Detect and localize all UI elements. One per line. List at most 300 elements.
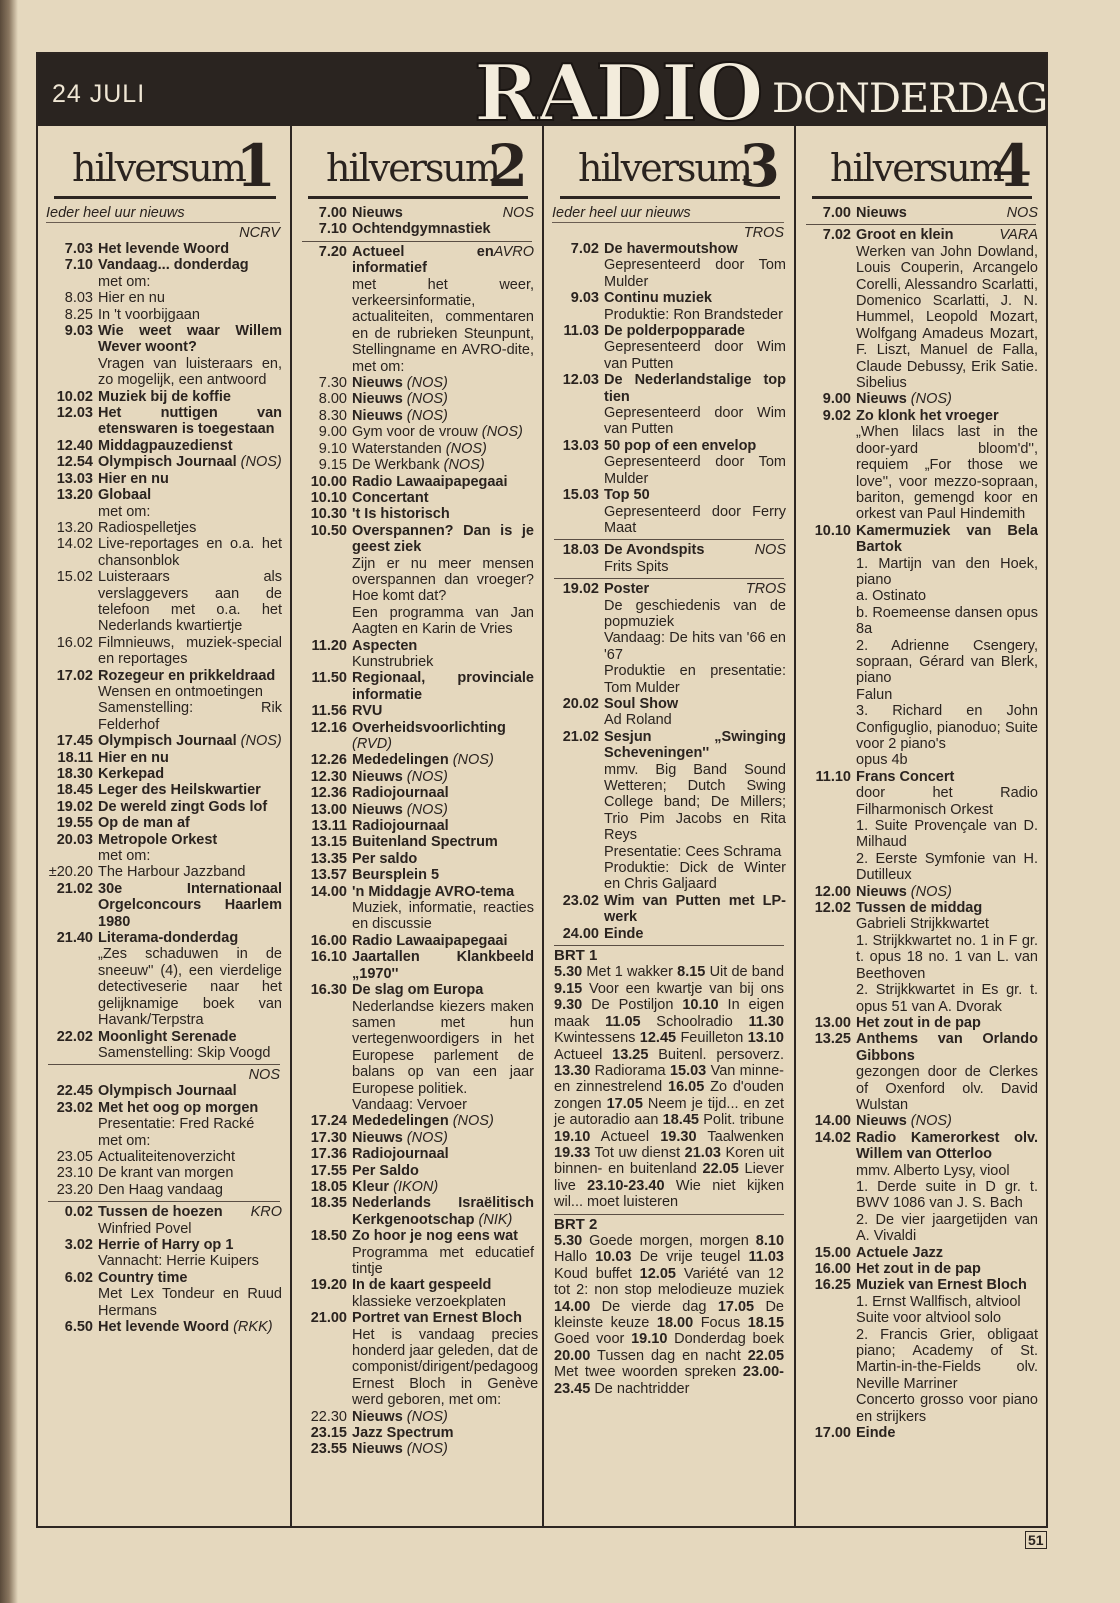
program-entry [298,884,536,933]
program-entry [44,668,284,734]
program-entry [802,1031,1040,1113]
program-title: Uit de band [709,964,785,981]
program-title: Taalwenken [707,1128,784,1145]
program-title: Olympisch Journaal [98,454,237,471]
program-title-line [98,881,282,930]
program-title-line [98,405,282,438]
program-body [856,884,1040,900]
program-title: Het nuttigen van etenswaren is toegestaan [98,405,282,438]
station-column-hilversum-1 [38,126,290,1526]
program-note: (RVD) [352,736,393,752]
program-title-line [856,884,1038,900]
program-title: De slag om Europa [352,982,484,999]
program-time: 19.10 [631,1331,668,1348]
program-description: Werken van John Dowland, Louis Couperin, Arcangelo Corelli, Alessandro Scarlatti, Domenico Scarlatti, J. N. Hummel, Leopold Mozart, Wolfgang Amadeus Mozart, F. Liszt, Manuel de Falla, Claude Debussy, Erik Satie. Sibelius [856,243,1038,392]
program-title: Met 1 wakker [586,964,673,981]
program-entry [802,1245,1040,1261]
program-entry [550,372,788,438]
program-title-line [856,900,1038,916]
belgian-program-list [554,964,784,1210]
program-title-line [352,244,534,277]
program-time: 12.03 [56,405,93,422]
program-entry [550,542,788,575]
program-body [604,487,788,536]
program-body [98,1270,284,1319]
program-title: De Avondspits [604,542,705,559]
program-title: Nieuws [856,205,907,221]
program-title-line [98,323,282,356]
program-time: 13.00 [310,801,347,818]
program-title: 30e Internationaal Orgelconcours Haarlem 1980 [98,880,282,930]
program-title: Live-reportages en o.a. het chansonblok [98,536,282,569]
program-title-line [352,818,534,834]
program-entry [298,441,536,457]
program-entry [44,782,284,798]
program-title: Polit. tribune [703,1112,785,1129]
program-body [352,205,536,221]
program-entry [44,1029,284,1062]
program-body [352,818,536,834]
program-description: mmv. Alberto Lysy, viool [856,1162,1010,1179]
broadcaster-label: NOS [248,1067,280,1084]
station-number: 2 [487,132,528,200]
program-title: Op de man af [98,815,190,832]
program-title-line [352,391,534,407]
program-time: 23.02 [56,1099,93,1116]
program-title: Radiorama [594,1062,666,1079]
program-time: 10.02 [56,388,93,405]
program-title-line [98,733,282,749]
program-title-line [352,834,534,850]
program-title: De vierde dag [601,1298,707,1315]
program-title-line [98,1029,282,1045]
page-binding-edge [0,0,18,1603]
program-note: (NOS) [406,375,448,392]
program-time: 12.16 [310,719,347,736]
program-title: Tussen de middag [856,900,983,917]
program-note: (NIK) [478,1211,513,1228]
program-time: 13.35 [310,850,347,867]
program-title: Radio Lawaaipapegaai [352,473,508,490]
program-title-line [604,581,786,597]
program-body [98,569,284,635]
program-title: Herrie of Harry op 1 [98,1236,234,1253]
program-body [856,1031,1040,1113]
program-time: 16.05 [668,1079,705,1096]
program-entry [44,1270,284,1319]
program-body [98,1165,284,1181]
program-description: Programma met educatief tintje [352,1244,534,1277]
program-title: Tussen de hoezen [98,1204,223,1221]
program-entry [802,205,1040,221]
program-description: Gepresenteerd door Ferry Maat [604,503,786,536]
program-entry [44,1100,284,1149]
program-title: Globaal [98,487,152,504]
program-entry [44,832,284,865]
program-time: 13.20 [56,487,93,504]
program-body [352,1113,536,1129]
program-body [352,1441,536,1457]
program-note: (NOS) [481,424,523,441]
program-entry [44,864,284,880]
program-body [352,424,536,440]
program-entry [298,1409,536,1425]
program-description: Winfried Povel [98,1220,192,1237]
program-body [98,389,284,405]
program-title: De kleinste keuze [554,1298,784,1331]
program-entry [298,720,536,753]
program-entry [298,1146,536,1162]
program-title-line [856,1031,1038,1064]
program-title: Jazz Spectrum [352,1425,454,1442]
program-time: 13.25 [814,1031,851,1048]
program-entry [298,221,536,237]
date-label: 24 JULI [52,80,146,108]
program-entry [44,520,284,536]
program-time: 10.00 [310,473,347,490]
program-time: 14.00 [554,1298,591,1315]
belgian-station-name: BRT 1 [554,947,598,965]
program-body [604,926,788,942]
program-body [856,408,1040,523]
program-entry [44,766,284,782]
program-entry [298,1179,536,1195]
program-body [98,832,284,865]
program-description: Gepresenteerd door Wim van Putten [604,405,786,438]
program-time: 7.03 [64,241,93,257]
program-entry [802,1113,1040,1129]
program-title: Vandaag... donderdag [98,257,249,274]
program-body [856,1015,1040,1031]
program-title: Wie weet waar Willem Wever woont? [98,323,282,356]
program-entry [298,1130,536,1146]
program-time: 18.11 [57,749,93,766]
program-entry [550,438,788,487]
program-title: Aspecten [352,637,418,654]
program-time: 13.30 [554,1062,591,1079]
program-description: mmv. Big Band Sound Wetteren; Dutch Swing College band; De Millers; Trio Pim Jacobs en Rita Reys [604,761,786,844]
program-time: 20.00 [554,1347,591,1364]
program-time: 3.02 [64,1236,93,1253]
program-time: 11.30 [748,1013,785,1030]
program-time: 9.15 [318,457,347,474]
program-entry [550,290,788,323]
program-entry [802,523,1040,769]
program-time: 7.02 [822,227,851,244]
program-body [604,542,788,575]
program-title-line [98,487,282,503]
program-entry [802,769,1040,884]
program-description: b. Roemeense dansen opus 8a [856,604,1038,638]
program-body [352,703,536,719]
program-body [604,729,788,893]
program-entry [298,703,536,719]
program-title-line [98,668,282,684]
program-body [98,881,284,930]
program-title: Poster [604,581,650,598]
program-entry [802,1130,1040,1245]
program-body [604,696,788,729]
program-title: De havermoutshow [604,241,738,257]
program-title: Actuele Jazz [856,1244,944,1261]
program-time: 13.00 [814,1014,851,1031]
program-time: 18.50 [310,1228,347,1245]
program-title: In de kaart gespeeld [352,1277,492,1294]
program-entry [44,1149,284,1165]
program-entry [298,375,536,391]
program-title-line [604,542,786,558]
program-body [98,815,284,831]
program-description: Vannacht: Herrie Kuipers [98,1253,259,1270]
page-number: 51 [1025,1531,1047,1549]
program-title-line [352,785,534,801]
program-title: Zo hoor je nog eens wat [352,1228,518,1245]
program-title-line [352,802,534,818]
program-title: Rozegeur en prikkeldraad [98,667,276,684]
program-title-line [98,520,282,536]
program-title-line [98,1237,282,1253]
program-time: 21.00 [310,1310,347,1327]
program-title: Luisteraars als verslaggevers aan de telefoon met o.a. het Nederlands kwartiertje [98,569,282,635]
program-time: 12.40 [56,437,93,454]
program-entry [802,900,1040,1015]
program-title: De Werkbank [352,457,440,474]
program-description: 1. Martijn van den Hoek, piano [856,555,1038,588]
program-title: 'n Middagje AVRO-tema [352,883,515,900]
program-description: 3. Richard en John Configuglio, pianoduo; Suite voor 2 piano's [856,703,1038,752]
program-title: De vrije teugel [639,1249,741,1266]
program-title-line [604,372,786,405]
program-body [352,638,536,671]
program-description: Presentatie: Fred Racké [98,1116,255,1133]
program-time: 19.02 [562,581,599,598]
program-time: 19.33 [554,1144,591,1161]
program-title: Het levende Woord [98,1319,230,1335]
program-title-line [352,1310,538,1326]
program-entry [802,1425,1040,1441]
program-body [352,523,536,638]
program-description: 1. Suite Provençale van D. Milhaud [856,818,1038,851]
program-body [98,323,284,389]
program-time: 17.45 [56,733,93,750]
program-title: Kerkepad [98,766,165,782]
program-title-line [352,457,534,473]
program-body [352,1228,536,1277]
program-description: klassieke verzoekplaten [352,1293,506,1310]
program-title-line [98,1182,282,1198]
program-title: Nieuws [352,768,403,785]
program-title: Radiojournaal [352,785,449,802]
program-body [98,520,284,536]
program-time: 8.00 [318,391,347,408]
program-time: 11.03 [748,1249,785,1266]
program-time: 18.45 [662,1112,699,1129]
program-entry [298,506,536,522]
program-time: 17.05 [606,1095,643,1112]
program-time: 13.57 [310,867,347,884]
program-time: 17.24 [310,1113,347,1130]
program-entry [298,490,536,506]
program-title-line [352,408,534,424]
program-time: 12.02 [814,900,851,917]
program-body [352,457,536,473]
station-heading [54,126,276,199]
program-time: 14.02 [56,536,93,553]
program-title: Wim van Putten met LP-werk [604,892,786,926]
belgian-station-summary [550,1217,788,1397]
program-title: Gym voor de vrouw [352,424,478,441]
program-time: 23.00-23.45 [554,1364,784,1397]
program-title-line [352,506,534,522]
program-title: Buitenl. persoverz. [658,1046,785,1063]
divider [48,1064,280,1065]
program-time: 22.45 [56,1083,93,1100]
program-body [98,930,284,1028]
program-description: Een programma van Jan Aagten en Karin de Vries [352,604,534,638]
program-title: Het zout in de pap [856,1014,981,1031]
program-title: Feuilleton [680,1030,744,1047]
program-title: Koren uit binnen- en buitenland [554,1144,784,1178]
program-title-line [98,438,282,454]
program-body [856,1277,1040,1425]
program-description: Samenstelling: Rik Felderhof [98,700,282,733]
program-description: met om: [98,503,151,520]
program-description: Vandaag: De hits van '66 en '67 [604,630,786,663]
station-name: hilversum [72,146,245,190]
program-title: The Harbour Jazzband [98,864,246,881]
program-time: 8.03 [64,290,93,307]
station-column-hilversum-4 [794,126,1046,1526]
program-entry [44,881,284,930]
program-description: Suite voor altviool solo [856,1310,1002,1327]
program-title: Nieuws [352,1129,403,1146]
program-entry [298,818,536,834]
program-title-line [98,290,282,306]
program-title: Nederlands Israëlitisch Kerkgenootschap [352,1195,534,1228]
program-title: Literama-donderdag [98,930,239,947]
program-entry [802,1277,1040,1425]
program-title-line [98,471,282,487]
program-time: 12.26 [310,752,347,769]
broadcaster-label: NOS [1006,205,1038,221]
program-description: Vragen van luisteraars en, zo mogelijk, een antwoord [98,355,282,389]
program-time: 18.05 [310,1178,347,1195]
program-time: 11.20 [311,637,347,654]
program-description: gezongen door de Clerkes of Oxenford olv. David Wulstan [856,1064,1038,1113]
program-entry [44,635,284,668]
program-title: Waterstanden [352,440,442,457]
program-body [352,375,536,391]
program-body [98,766,284,782]
program-description: met het weer, verkeersinformatie, actualiteiten, commentaren en de rubrieken Steunpunt, Stellingname en AVRO-dite, met om: [352,276,534,375]
program-description: Het is vandaag precies honderd jaar geleden, dat de componist/dirigent/pedagoog Ernest Bloch in Genève werd geboren, met om: [352,1326,539,1409]
program-title: Donderdag boek [674,1331,784,1348]
program-title-line [856,1261,1038,1277]
program-title: Mededelingen [352,1113,449,1130]
program-title: 't Is historisch [352,506,450,523]
station-heading [308,126,528,199]
program-entry [802,884,1040,900]
program-body [352,1277,536,1310]
program-title-line [352,884,534,900]
program-body [98,864,284,880]
program-entry [298,802,536,818]
program-entry [44,290,284,306]
program-body [352,670,536,703]
program-title-line [98,1149,282,1165]
program-time: 18.15 [747,1315,785,1331]
program-title-line [352,221,534,237]
program-title: Nieuws [352,205,403,221]
program-body [352,802,536,818]
program-time: 18.30 [56,766,93,782]
program-entry [298,1195,536,1228]
program-title: Het levende Woord [98,241,230,257]
program-entry [298,1310,539,1409]
program-title: Leger des Heilskwartier [98,782,261,799]
program-body [352,1195,536,1228]
program-entry [44,1083,284,1099]
program-title-line [856,1113,1038,1129]
program-body [352,391,536,407]
program-title: Liever live [554,1161,785,1194]
program-description: Wensen en ontmoetingen [98,683,263,700]
program-title-line [352,1113,534,1129]
program-title: De nachtridder [594,1380,690,1397]
program-entry [44,569,284,635]
program-body [604,581,788,696]
program-title-line [352,638,534,654]
program-title: Actueel [554,1046,603,1063]
program-title-line [352,1146,534,1162]
program-time: 15.00 [814,1244,851,1261]
program-title-line [98,569,282,635]
program-title-line [604,729,786,762]
program-title: Met het oog op morgen [98,1099,259,1116]
program-title: Frans Concert [856,768,955,785]
divider [302,241,532,242]
program-note: (RKK) [233,1319,273,1335]
program-body [98,1204,284,1237]
program-note: (IKON) [393,1178,439,1195]
program-description: door het Radio Filharmonisch Orkest [856,785,1038,818]
program-time: 23.10-23.40 [587,1177,665,1194]
program-time: 22.02 [56,1028,93,1045]
program-title: Radiojournaal [352,1146,449,1163]
program-time: 7.10 [318,221,347,238]
program-time: 23.05 [56,1148,93,1165]
program-body [98,536,284,569]
program-body [352,1130,536,1146]
belgian-program-list [554,1233,784,1397]
program-body [98,750,284,766]
program-title-line [352,1409,534,1425]
program-description: 2. Adrienne Csengery, sopraan, Gérard van Blerk, piano [856,637,1038,687]
program-time: 18.35 [310,1195,347,1212]
program-time: 9.15 [554,980,583,997]
program-time: 15.03 [562,487,599,504]
program-entry [802,391,1040,407]
program-time: 14.02 [814,1129,851,1146]
program-entry [550,323,788,372]
program-body [352,506,536,522]
program-body [352,1146,536,1162]
broadcaster-label: TROS [745,581,786,598]
program-title: Nieuws [352,801,403,818]
program-title: Radio Lawaaipapegaai [352,932,508,949]
program-entry [802,1261,1040,1277]
program-time: 13.11 [311,818,347,835]
